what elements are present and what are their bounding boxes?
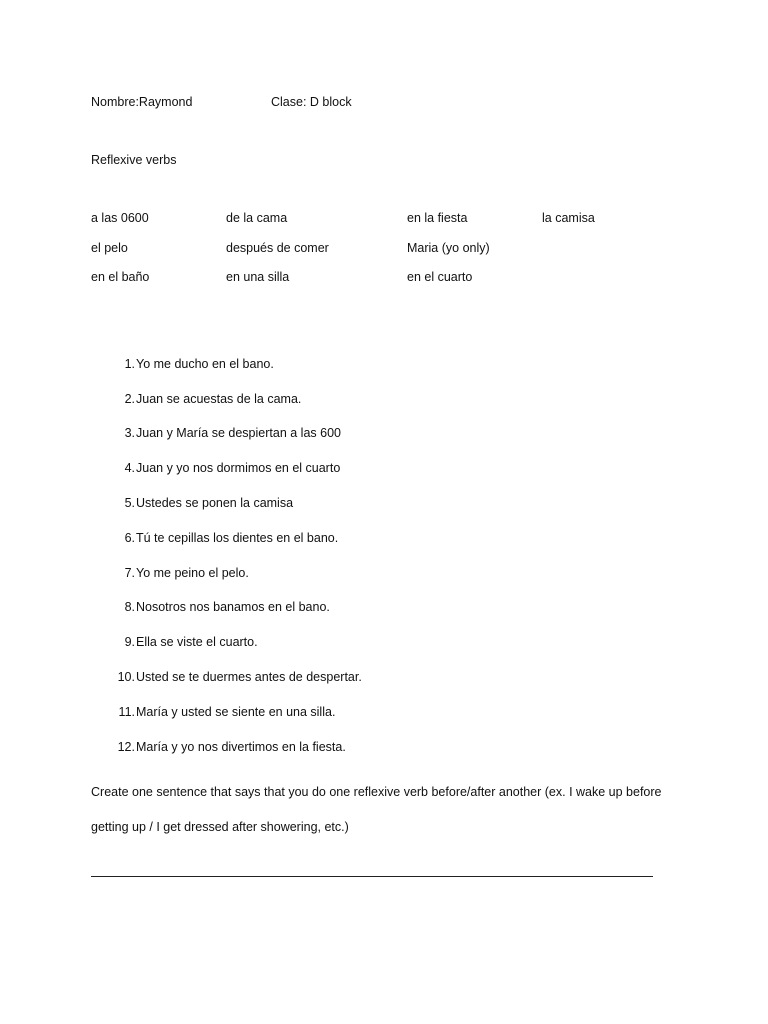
word-bank-item: en la fiesta <box>407 211 468 225</box>
word-bank-item: en el cuarto <box>407 270 473 284</box>
list-number: 4. <box>124 461 135 475</box>
list-item <box>108 496 294 512</box>
list-sentence: Juan y yo nos dormimos en el cuarto <box>136 461 341 475</box>
list-item <box>108 600 330 616</box>
list-number: 6. <box>124 531 135 545</box>
list-item <box>108 392 302 408</box>
word-bank-item: a las 0600 <box>91 211 149 225</box>
list-number: 2. <box>124 392 135 406</box>
list-item <box>108 357 274 373</box>
list-number: 11. <box>118 705 135 719</box>
word-bank-item: en el baño <box>91 270 150 284</box>
list-number: 3. <box>124 426 135 440</box>
list-number: 10. <box>117 670 135 684</box>
list-number: 1. <box>124 357 135 371</box>
class-block: Clase: D block <box>271 95 352 109</box>
list-sentence: Yo me peino el pelo. <box>136 566 249 580</box>
word-bank-item: Maria (yo only) <box>407 241 490 255</box>
list-item <box>108 461 341 477</box>
list-item <box>108 670 362 686</box>
list-item <box>108 635 258 651</box>
list-number: 9. <box>124 635 135 649</box>
list-item <box>108 566 249 582</box>
list-item <box>108 740 346 756</box>
list-sentence: Ustedes se ponen la camisa <box>136 496 294 510</box>
word-bank-item: en una silla <box>226 270 290 284</box>
prompt-text: getting up / I get dressed after showering, etc.) <box>91 820 349 834</box>
prompt-text: Create one sentence that says that you do one reflexive verb before/after another (ex. I wake up before <box>91 785 662 799</box>
list-sentence: Nosotros nos banamos en el bano. <box>136 600 330 614</box>
student-name: Nombre:Raymond <box>91 95 193 109</box>
list-number: 7. <box>124 566 135 580</box>
list-sentence: María y yo nos divertimos en la fiesta. <box>136 740 346 754</box>
list-item <box>108 531 339 547</box>
list-sentence: María y usted se siente en una silla. <box>136 705 336 719</box>
word-bank-item: el pelo <box>91 241 128 255</box>
list-sentence: Yo me ducho en el bano. <box>136 357 274 371</box>
list-number: 8. <box>124 600 135 614</box>
word-bank-item: de la cama <box>226 211 288 225</box>
list-item <box>108 426 341 442</box>
list-sentence: Juan se acuestas de la cama. <box>136 392 302 406</box>
word-bank-item: la camisa <box>542 211 595 225</box>
list-number: 5. <box>124 496 135 510</box>
list-sentence: Ella se viste el cuarto. <box>136 635 258 649</box>
list-sentence: Juan y María se despiertan a las 600 <box>136 426 341 440</box>
list-sentence: Usted se te duermes antes de despertar. <box>136 670 362 684</box>
worksheet-title: Reflexive verbs <box>91 153 177 167</box>
list-sentence: Tú te cepillas los dientes en el bano. <box>136 531 339 545</box>
list-number: 12. <box>117 740 135 754</box>
list-item <box>108 705 336 721</box>
answer-line[interactable] <box>91 876 653 877</box>
word-bank-item: después de comer <box>226 241 329 255</box>
